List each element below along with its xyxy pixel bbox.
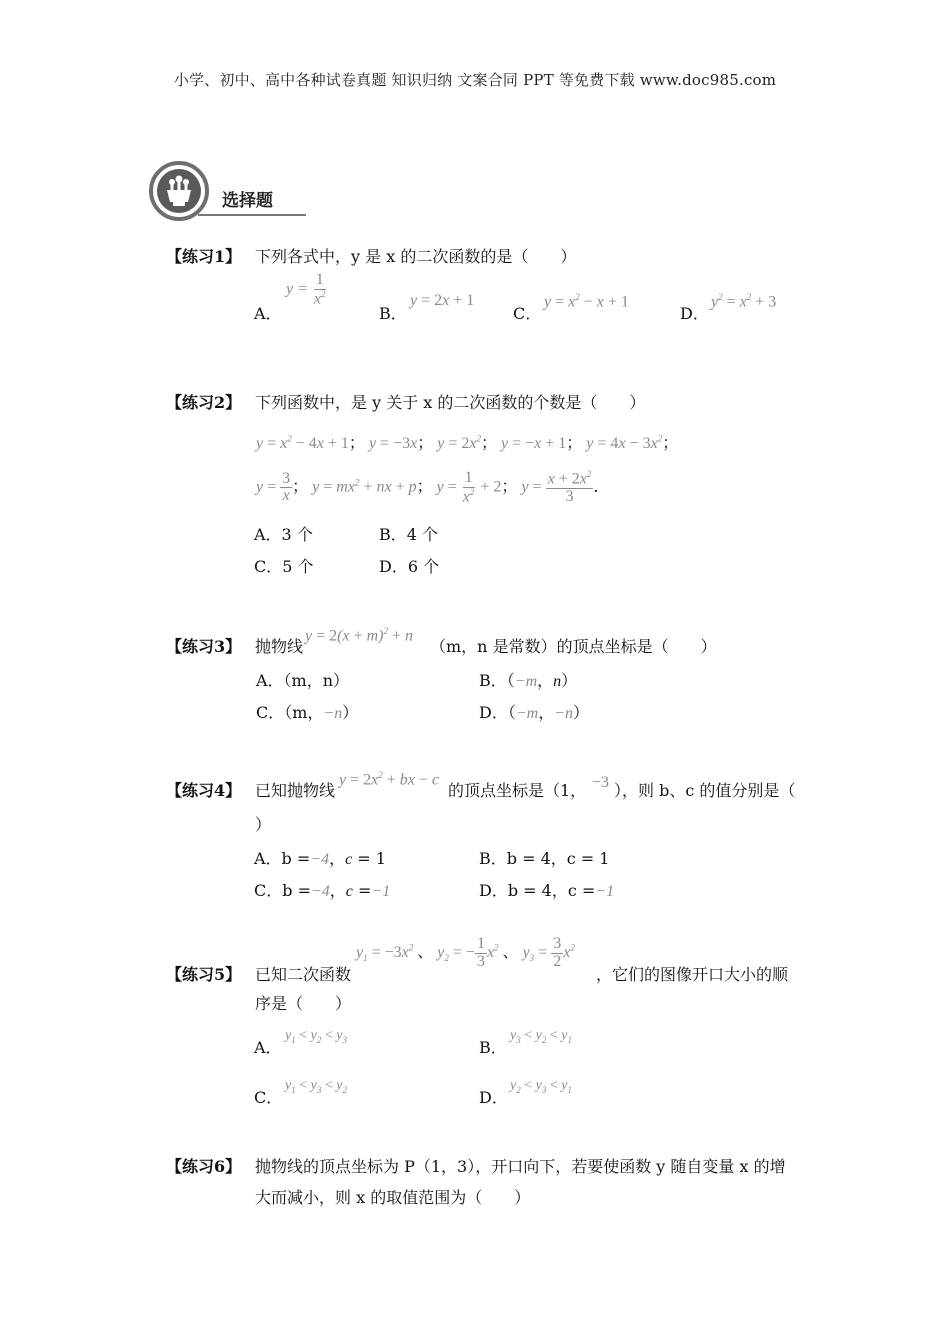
q3-option-b-text: B．（ bbox=[479, 671, 515, 690]
q5-option-b-formula: $y_3 < y_2 < y_1$ bbox=[510, 1028, 572, 1045]
q4-option-a-text: A．b = bbox=[254, 849, 311, 868]
q1-option-b: B． bbox=[379, 304, 407, 323]
q5-stem-a: 已知二次函数 bbox=[255, 965, 352, 984]
q1-option-d-formula: $y^2 = x^2 + 3$ bbox=[711, 292, 777, 311]
q4-formula: $y = 2x^2$ + bx − c bbox=[339, 770, 440, 789]
q5-option-c-formula: $y_1 < y_3 < y_2$ bbox=[285, 1078, 347, 1095]
q3-option-d-text: D．（ bbox=[479, 703, 516, 722]
q2-function-list-line2: y = $\frac{3}{x}$ ； $y = mx^2$ + nx + p； y = $\frac{1}{x^2}$ + 2； y = $\frac{x + 2x^2}{3}$ ． bbox=[256, 469, 610, 506]
q3-formula: $y = 2(x + m)^2 + n$ bbox=[305, 626, 414, 645]
q1-label: 【练习1】 bbox=[166, 247, 242, 266]
q4-stem-d: ） bbox=[255, 815, 272, 834]
q1-option-a-formula: y = $\frac{1}{x^2}$ bbox=[286, 271, 326, 308]
q2-stem: 下列函数中，是 y 关于 x 的二次函数的个数是（ ） bbox=[255, 393, 646, 412]
q4-option-b: B．b = 4，c = 1 bbox=[479, 849, 610, 868]
trophy-badge-icon bbox=[148, 160, 210, 222]
q3-option-c-text: C．（m， bbox=[256, 703, 324, 722]
q5-option-a-formula: $y_1 < y_2 < y_3$ bbox=[285, 1028, 347, 1045]
q3-option-a: A．（m，n） bbox=[256, 671, 350, 690]
q2-option-a: A．3 个 bbox=[254, 525, 313, 544]
q2-label: 【练习2】 bbox=[166, 393, 242, 412]
q4-option-d: D．b = 4，c =−1 bbox=[479, 881, 615, 900]
section-title: 选择题 bbox=[222, 191, 273, 211]
q4-stem-b: 的顶点坐标是（1， bbox=[448, 781, 587, 800]
q3-option-d: D．（−m，−n） bbox=[479, 703, 590, 722]
q5-formulas: $y_1 = -3x^2$ 、 $y_2$ = − $\frac{1}{3}$ $x^2$ 、 $y_3$ = $\frac{3}{2}$ $x^2$ bbox=[356, 935, 575, 970]
q1-option-a: A． bbox=[254, 304, 282, 323]
q6-label: 【练习6】 bbox=[166, 1157, 242, 1176]
q2-function-list-line1: $y = x^2 - 4x + 1$； y = −3x； $y = 2x^2$； y = −x + 1； $y = 4x - 3x^2$； bbox=[256, 433, 679, 452]
q4-label: 【练习4】 bbox=[166, 781, 242, 800]
q6-line2: 大而减小，则 x 的取值范围为（ ） bbox=[255, 1188, 531, 1207]
q2-option-c: C．5 个 bbox=[254, 557, 314, 576]
q4-option-c-text: C．b = bbox=[254, 881, 311, 900]
q4-option-a: A．b =−4，c = 1 bbox=[254, 849, 386, 868]
q1-option-c: C． bbox=[513, 304, 542, 323]
q5-option-d-formula: $y_2 < y_3 < y_1$ bbox=[510, 1078, 572, 1095]
q6-line1: 抛物线的顶点坐标为 P（1，3），开口向下，若要使函数 y 随自变量 x 的增 bbox=[255, 1157, 786, 1176]
q3-stem-a: 抛物线 bbox=[255, 637, 304, 656]
q5-label: 【练习5】 bbox=[166, 965, 242, 984]
q1-stem: 下列各式中，y 是 x 的二次函数的是（ ） bbox=[255, 247, 577, 266]
section-underline bbox=[198, 214, 306, 216]
q5-option-d: D． bbox=[479, 1088, 508, 1107]
q5-stem-c: 序是（ ） bbox=[255, 994, 352, 1013]
q4-option-d-text: D．b = 4，c = bbox=[479, 881, 596, 900]
q5-option-a: A． bbox=[254, 1038, 282, 1057]
q4-stem-c: ），则 b、c 的值分别是（ bbox=[614, 781, 796, 800]
q5-stem-b: ，它们的图像开口大小的顺 bbox=[596, 965, 789, 984]
q3-option-b: B．（−m，n） bbox=[479, 671, 578, 690]
q3-stem-b: （m，n 是常数）的顶点坐标是（ ） bbox=[430, 637, 717, 656]
q5-option-b: B． bbox=[479, 1038, 507, 1057]
q1-option-b-formula: y = 2x + 1 bbox=[410, 292, 475, 309]
q4-vertex-y: −3 bbox=[592, 774, 610, 791]
q3-option-c: C．（m，−n） bbox=[256, 703, 359, 722]
q2-option-d: D．6 个 bbox=[379, 557, 440, 576]
q3-label: 【练习3】 bbox=[166, 637, 242, 656]
page-header: 小学、初中、高中各种试卷真题 知识归纳 文案合同 PPT 等免费下载 www.doc985.com bbox=[173, 71, 777, 89]
q4-option-c: C．b =−4，c =−1 bbox=[254, 881, 391, 900]
q2-option-b: B．4 个 bbox=[379, 525, 439, 544]
q1-option-c-formula: $y = x^2 - x + 1$ bbox=[544, 292, 629, 311]
q5-option-c: C． bbox=[254, 1088, 283, 1107]
section-heading bbox=[148, 160, 308, 220]
q1-option-d: D． bbox=[680, 304, 709, 323]
q4-stem-a: 已知抛物线 bbox=[255, 781, 336, 800]
